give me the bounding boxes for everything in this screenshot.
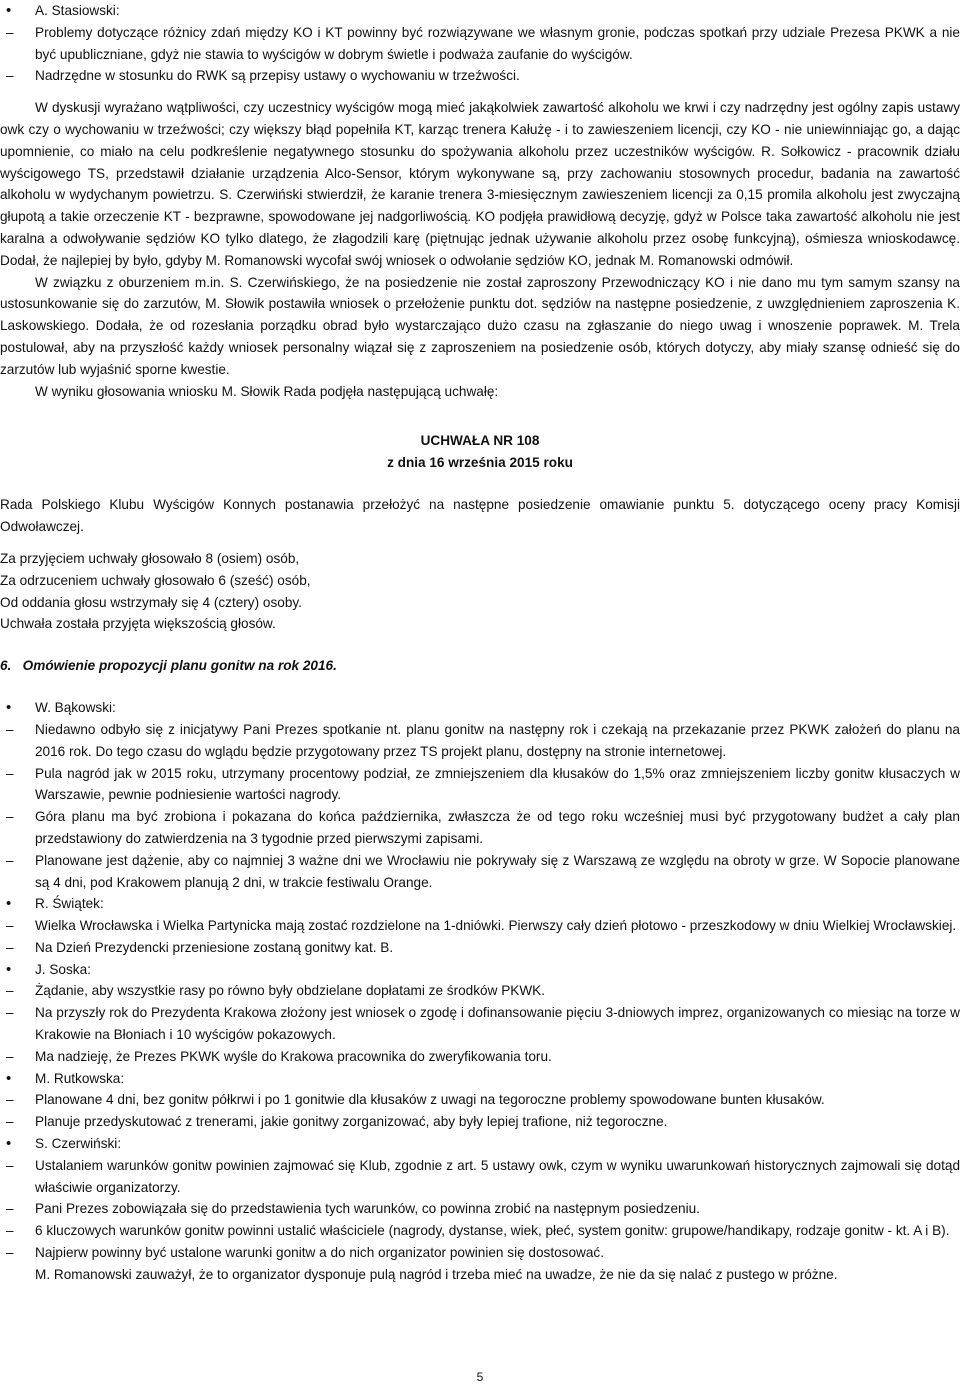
dash-marker <box>6 65 20 87</box>
list-item <box>0 65 960 87</box>
list-item <box>0 1089 960 1111</box>
dash-marker <box>6 1046 20 1068</box>
list-item <box>0 1111 960 1133</box>
bullet-marker <box>6 893 20 915</box>
speaker-bullet <box>0 959 960 981</box>
dash-marker <box>6 806 20 828</box>
vote-line: Za odrzuceniem uchwały głosowało 6 (sześć) osób, <box>0 572 311 588</box>
list-item <box>0 937 960 959</box>
list-item-text: Nadrzędne w stosunku do RWK są przepisy ustawy o wychowaniu w trzeźwości. <box>35 68 520 84</box>
discussion-paragraph: W wyniku głosowania wniosku M. Słowik Rada podjęła następującą uchwałę: <box>35 383 499 399</box>
section-heading: 6. Omówienie propozycji planu gonitw na rok 2016. <box>0 658 337 674</box>
discussion-paragraph: W dyskusji wyrażano wątpliwości, czy uczestnicy wyścigów mogą mieć jakąkolwiek zawartość alkoholu we krwi i czy nadrzędny jest ogólny zapis ustawy owk czy o wychowaniu w trzeźwości; czy większy błąd popełniła KT, karząc trenera Kałużę - i to zawieszeniem licencji, czy KO - nie uniewinniając go, a dając upomnienie, co miało na celu podkreślenie negatywnego stosunku do spożywania alkoholu przez uczestników wyścigów. R. Sołkowicz - pracownik działu wyścigowego TS, przedstawił działanie urządzenia Alco-Sensor, którym wykonywane są, przy zachowaniu stosownych procedur, badania na zawartość alkoholu w wydychanym powietrzu. S. Czerwiński stwierdził, że karanie trenera 3-miesięcznym zawieszeniem licencji za 0,15 promila alkoholu jest zwyczajną głupotą a takie orzeczenie KT - bezprawne, spowodowane jej nadgorliwością. KO podjęła prawidłową decyzję, gdyż w Polsce taka zawartość alkoholu nie jest karalna a odwoływanie sędziów KO tylko dlatego, że złagodzili karę (piętnując jednak używanie alkoholu przez osobę funkcyjną), ośmiesza wnioskodawcę. Dodał, że najlepiej by było, gdyby M. Romanowski wycofał swój wniosek o odwołanie sędziów KO, jednak M. Romanowski odmówił. <box>0 100 960 268</box>
dash-marker <box>6 937 20 959</box>
bullet-marker <box>6 697 20 719</box>
list-item-text: Na Dzień Prezydencki przeniesione zostaną gonitwy kat. B. <box>35 939 394 955</box>
dash-marker <box>6 915 20 937</box>
closing-remark <box>0 1264 960 1286</box>
list-item-text: Ma nadzieję, że Prezes PKWK wyśle do Krakowa pracownika do zweryfikowania toru. <box>35 1048 552 1064</box>
dash-marker <box>6 719 20 741</box>
dash-marker <box>6 1198 20 1220</box>
list-item <box>0 719 960 763</box>
speaker-name: M. Rutkowska: <box>35 1070 125 1086</box>
speaker-name: S. Czerwiński: <box>35 1136 122 1152</box>
section-list <box>0 697 960 1286</box>
vote-line: Od oddania głosu wstrzymały się 4 (cztery) osoby. <box>0 594 302 610</box>
speaker-bullet <box>0 1133 960 1155</box>
list-item-text: Planowane jest dążenie, aby co najmniej 3 ważne dni we Wrocławiu nie pokrywały się z Warszawą ze względu na obroty w grze. W Sopocie planowane są 4 dni, pod Krakowem planują 2 dni, w trakcie festiwalu Orange. <box>35 852 960 890</box>
list-item-text: Problemy dotyczące różnicy zdań między KO i KT powinny być rozwiązywane we własnym gronie, podczas spotkań przy udziale Prezesa PKWK a nie być upubliczniane, gdyż nie stawia to wyścigów w dobrym świetle i podważa zaufanie do wyścigów. <box>35 24 960 62</box>
resolution-body: Rada Polskiego Klubu Wyścigów Konnych postanawia przełożyć na następne posiedzenie omawianie punktu 5. dotyczącego oceny pracy Komisji Odwoławczej. <box>0 497 960 535</box>
list-item <box>0 1046 960 1068</box>
dash-marker <box>6 1242 20 1264</box>
list-item-text: Pani Prezes zobowiązała się do przedstawienia tych warunków, co powinna zrobić na następnym posiedzeniu. <box>35 1201 700 1217</box>
speaker-bullet <box>0 697 960 719</box>
list-item <box>0 850 960 894</box>
list-item <box>0 1155 960 1199</box>
dash-marker <box>6 1155 20 1177</box>
vote-line: Uchwała została przyjęta większością głosów. <box>0 616 276 632</box>
bullet-marker <box>6 1068 20 1090</box>
list-item-text: Planowane 4 dni, bez gonitw półkrwi i po 1 gonitwie dla kłusaków z uwagi na tegoroczne problemy spowodowane bunten kłusaków. <box>35 1092 825 1108</box>
dash-marker <box>6 1089 20 1111</box>
list-item-text: Na przyszły rok do Prezydenta Krakowa złożony jest wniosek o zgodę i dofinansowanie pięciu 3-dniowych imprez, organizowanych co miesiąc na torze w Krakowie na Błoniach i 10 wyścigów pokazowych. <box>35 1005 960 1043</box>
speaker-name: W. Bąkowski: <box>35 700 116 716</box>
list-item-text: Niedawno odbyło się z inicjatywy Pani Prezes spotkanie nt. planu gonitw na następny rok i czekają na przekazanie przez PKWK założeń do planu na 2016 rok. Do tego czasu do wglądu będzie przygotowany przez TS projekt planu, dostępny na stronie internetowej. <box>35 721 960 759</box>
list-item <box>0 22 960 66</box>
speaker-bullet <box>0 893 960 915</box>
list-item-text: Najpierw powinny być ustalone warunki gonitw a do nich organizator powinien się dostosować. <box>35 1245 604 1261</box>
speaker-name: A. Stasiowski: <box>35 3 120 18</box>
dash-marker <box>6 850 20 872</box>
resolution-title: UCHWAŁA NR 108 <box>420 433 540 449</box>
list-item <box>0 1220 960 1242</box>
list-item <box>0 915 960 937</box>
dash-marker <box>6 980 20 1002</box>
bullet-marker <box>6 1133 20 1155</box>
list-item <box>0 1242 960 1264</box>
list-item-text: Pula nagród jak w 2015 roku, utrzymany procentowy podział, ze zmniejszeniem dla kłusaków do 1,5% oraz zmniejszeniem liczby gonitw kłusaczych w Warszawie, pewnie podniesienie wartości nagrody. <box>35 765 960 803</box>
speaker-bullet <box>0 1068 960 1090</box>
dash-marker <box>6 22 20 44</box>
list-item-text: Ustalaniem warunków gonitw powinien zajmować się Klub, zgodnie z art. 5 ustawy owk, czym w wyniku uwarunkowań historycznych zajmowali się dotąd właściwie organizatorzy. <box>35 1157 960 1195</box>
page-number: 5 <box>476 1370 484 1384</box>
bullet-marker <box>6 959 20 981</box>
discussion-paragraph: W związku z oburzeniem m.in. S. Czerwińskiego, że na posiedzenie nie został zaproszony Przewodniczący KO i nie dano mu tym samym szansy na ustosunkowanie się do zarzutów, M. Słowik postawiła wniosek o przełożenie punktu dot. sędziów na następne posiedzenie, z uwzględnieniem zaproszenia K. Laskowskiego. Dodała, że od rozesłania porządku obrad było wystarczająco dużo czasu na zgłaszanie do niego uwag i wnoszenie poprawek. M. Trela postulował, aby na przyszłość każdy wniosek personalny wiązał się z zaproszeniem na posiedzenie osób, których dotyczy, aby miały szansę odnieść się do zarzutów lub wyjaśnić sporne kwestie. <box>0 274 960 377</box>
list-item <box>0 806 960 850</box>
dash-marker <box>6 1002 20 1024</box>
list-item <box>0 1002 960 1046</box>
bullet-marker <box>6 0 20 22</box>
list-item-text: Wielka Wrocławska i Wielka Partynicka mają zostać rozdzielone na 1-dniówki. Pierwszy cały dzień płotowo - przeszkodowy w dniu Wielkiej Wrocławskiej. <box>35 918 957 934</box>
dash-marker <box>6 1111 20 1133</box>
dash-marker <box>6 763 20 785</box>
list-item-text: 6 kluczowych warunków gonitw powinni ustalić właściciele (nagrody, dystanse, wiek, płeć, system gonitw: grupowe/handikapy, rodzaje gonitw - kt. A i B). <box>35 1223 950 1239</box>
list-item-text: Żądanie, aby wszystkie rasy po równo były obdzielane dopłatami ze środków PKWK. <box>35 983 546 999</box>
resolution-date: z dnia 16 września 2015 roku <box>387 455 573 471</box>
speaker-name: R. Świątek: <box>35 896 104 912</box>
vote-line: Za przyjęciem uchwały głosowało 8 (osiem) osób, <box>0 550 300 566</box>
list-item <box>0 980 960 1002</box>
dash-marker <box>6 1220 20 1242</box>
list-item <box>0 763 960 807</box>
list-item <box>0 1198 960 1220</box>
speaker-bullet <box>0 0 960 22</box>
speaker-name: J. Soska: <box>35 961 91 977</box>
list-item-text: Planuje przedyskutować z trenerami, jakie gonitwy zorganizować, aby były lepiej trafione, niż tegoroczne. <box>35 1114 668 1130</box>
list-item-text: M. Romanowski zauważył, że to organizator dysponuje pulą nagród i trzeba mieć na uwadze, że nie da się nalać z pustego w próżne. <box>35 1266 838 1282</box>
list-item-text: Góra planu ma być zrobiona i pokazana do końca października, zwłaszcza że od tego roku wcześniej musi być przygotowany budżet a cały plan przedstawiony do zatwierdzenia na 3 tygodnie przed pierwszymi zapisami. <box>35 809 960 846</box>
